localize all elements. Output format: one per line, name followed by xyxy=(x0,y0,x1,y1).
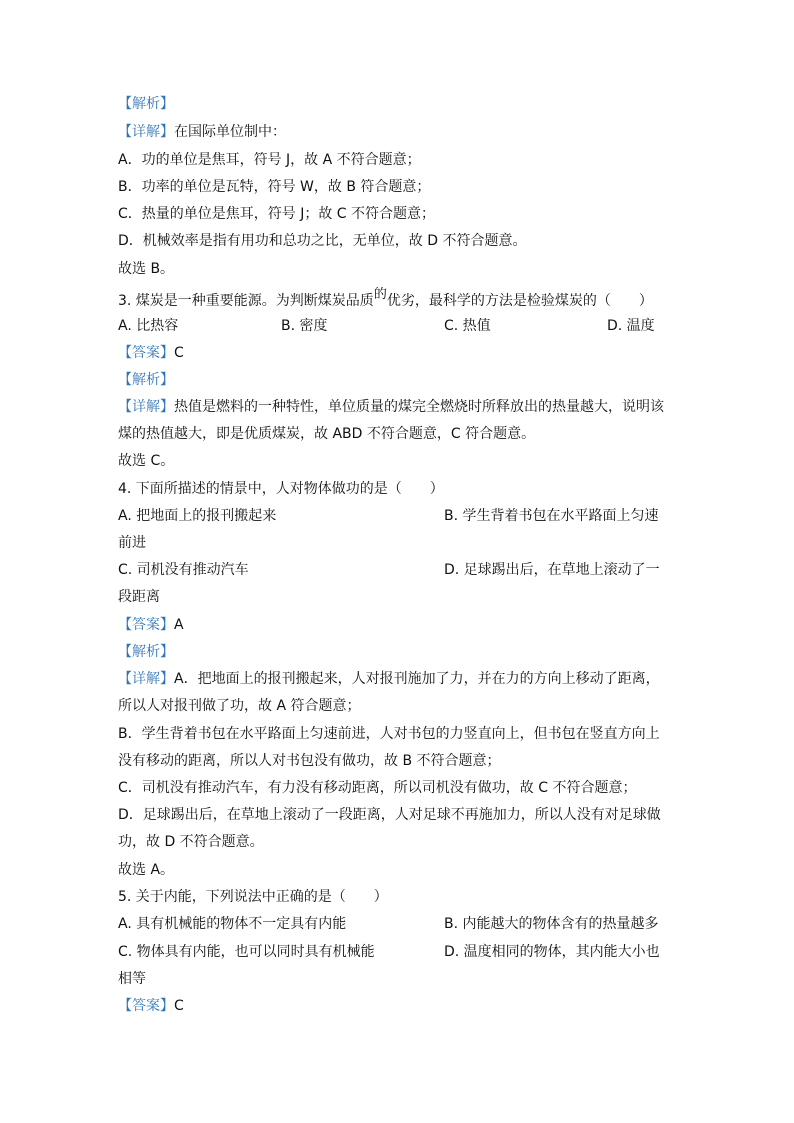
q5-option-d: D. 温度相同的物体，其内能大小也 xyxy=(444,944,660,960)
question-5-stem: 5. 关于内能，下列说法中正确的是（ ） xyxy=(118,889,388,905)
detail-tag: 【详解】 xyxy=(118,124,174,140)
answer-value: A xyxy=(174,617,184,633)
q4-option-d-cont: 段距离 xyxy=(118,589,160,605)
q3-detail-line-2: 煤的热值越大，即是优质煤炭，故 ABD 不符合题意，C 符合题意。 xyxy=(118,426,536,442)
q4-option-d: D. 足球踢出后，在草地上滚动了一 xyxy=(444,562,660,578)
detail-line-a: A．功的单位是焦耳，符号 J，故 A 不符合题意； xyxy=(118,152,421,168)
q3-option-b: B. 密度 xyxy=(281,318,328,334)
detail-line-c: C．热量的单位是焦耳，符号 J；故 C 不符合题意； xyxy=(118,206,436,222)
stem-part: 优劣，最科学的方法是检验煤炭的（ ） xyxy=(386,293,653,309)
conclusion: 故选 B。 xyxy=(118,261,175,277)
q4-detail-line-b2: 没有移动的距离，所以人对书包没有做功，故 B 不符合题意； xyxy=(118,753,501,769)
detail-text: 在国际单位制中： xyxy=(174,124,286,140)
q4-answer xyxy=(118,616,184,634)
q4-conclusion: 故选 A。 xyxy=(118,862,175,878)
q3-analysis-heading: 【解析】 xyxy=(118,372,174,388)
q3-option-c: C. 热值 xyxy=(444,318,491,334)
q4-detail-line-a1 xyxy=(118,670,660,688)
answer-tag: 【答案】 xyxy=(118,998,174,1014)
q3-option-d: D. 温度 xyxy=(607,318,655,334)
q5-option-d-cont: 相等 xyxy=(118,971,146,987)
q3-conclusion: 故选 C。 xyxy=(118,453,175,469)
q5-option-a: A. 具有机械能的物体不一定具有内能 xyxy=(118,916,347,932)
q4-option-b-cont: 前进 xyxy=(118,535,146,551)
q4-detail-line-d1: D．足球踢出后，在草地上滚动了一段距离，人对足球不再施加力，所以人没有对足球做 xyxy=(118,807,661,823)
q3-answer xyxy=(118,344,184,362)
detail-line-b: B．功率的单位是瓦特，符号 W，故 B 符合题意； xyxy=(118,179,431,195)
q5-option-b: B. 内能越大的物体含有的热量越多 xyxy=(444,916,659,932)
analysis-heading: 【解析】 xyxy=(118,96,174,112)
detail-text: A．把地面上的报刊搬起来，人对报刊施加了力，并在力的方向上移动了距离， xyxy=(174,671,660,687)
detail-text: 热值是燃料的一种特性，单位质量的煤完全燃烧时所释放出的热量越大，说明该 xyxy=(174,399,664,415)
detail-tag: 【详解】 xyxy=(118,671,174,687)
q4-option-b: B. 学生背着书包在水平路面上匀速 xyxy=(444,508,659,524)
detail-tag: 【详解】 xyxy=(118,399,174,415)
q4-option-c: C. 司机没有推动汽车 xyxy=(118,562,249,578)
q5-option-c: C. 物体具有内能，也可以同时具有机械能 xyxy=(118,944,375,960)
q5-answer xyxy=(118,997,184,1015)
answer-value: C xyxy=(174,998,184,1014)
stem-superscript: 的 xyxy=(373,287,387,302)
q4-detail-line-d2: 功，故 D 不符合题意。 xyxy=(118,834,264,850)
answer-value: C xyxy=(174,345,184,361)
question-4-stem: 4. 下面所描述的情景中，人对物体做功的是（ ） xyxy=(118,481,444,497)
q4-detail-line-c: C．司机没有推动汽车，有力没有移动距离，所以司机没有做功，故 C 不符合题意； xyxy=(118,780,637,796)
q4-option-a: A. 把地面上的报刊搬起来 xyxy=(118,508,277,524)
q3-detail-line-1 xyxy=(118,398,664,416)
answer-tag: 【答案】 xyxy=(118,617,174,633)
q4-detail-line-a2: 所以人对报刊做了功，故 A 符合题意； xyxy=(118,698,361,714)
q4-analysis-heading: 【解析】 xyxy=(118,644,174,660)
q4-detail-line-b1: B．学生背着书包在水平路面上匀速前进，人对书包的力竖直向上，但书包在竖直方向上 xyxy=(118,726,660,742)
q3-option-a: A. 比热容 xyxy=(118,318,179,334)
stem-part: 3. 煤炭是一种重要能源。为判断煤炭品质 xyxy=(118,293,374,309)
answer-tag: 【答案】 xyxy=(118,345,174,361)
detail-line-d: D．机械效率是指有用功和总功之比，无单位，故 D 不符合题意。 xyxy=(118,233,527,249)
question-3-stem xyxy=(118,287,653,311)
detail-paragraph xyxy=(118,123,286,141)
